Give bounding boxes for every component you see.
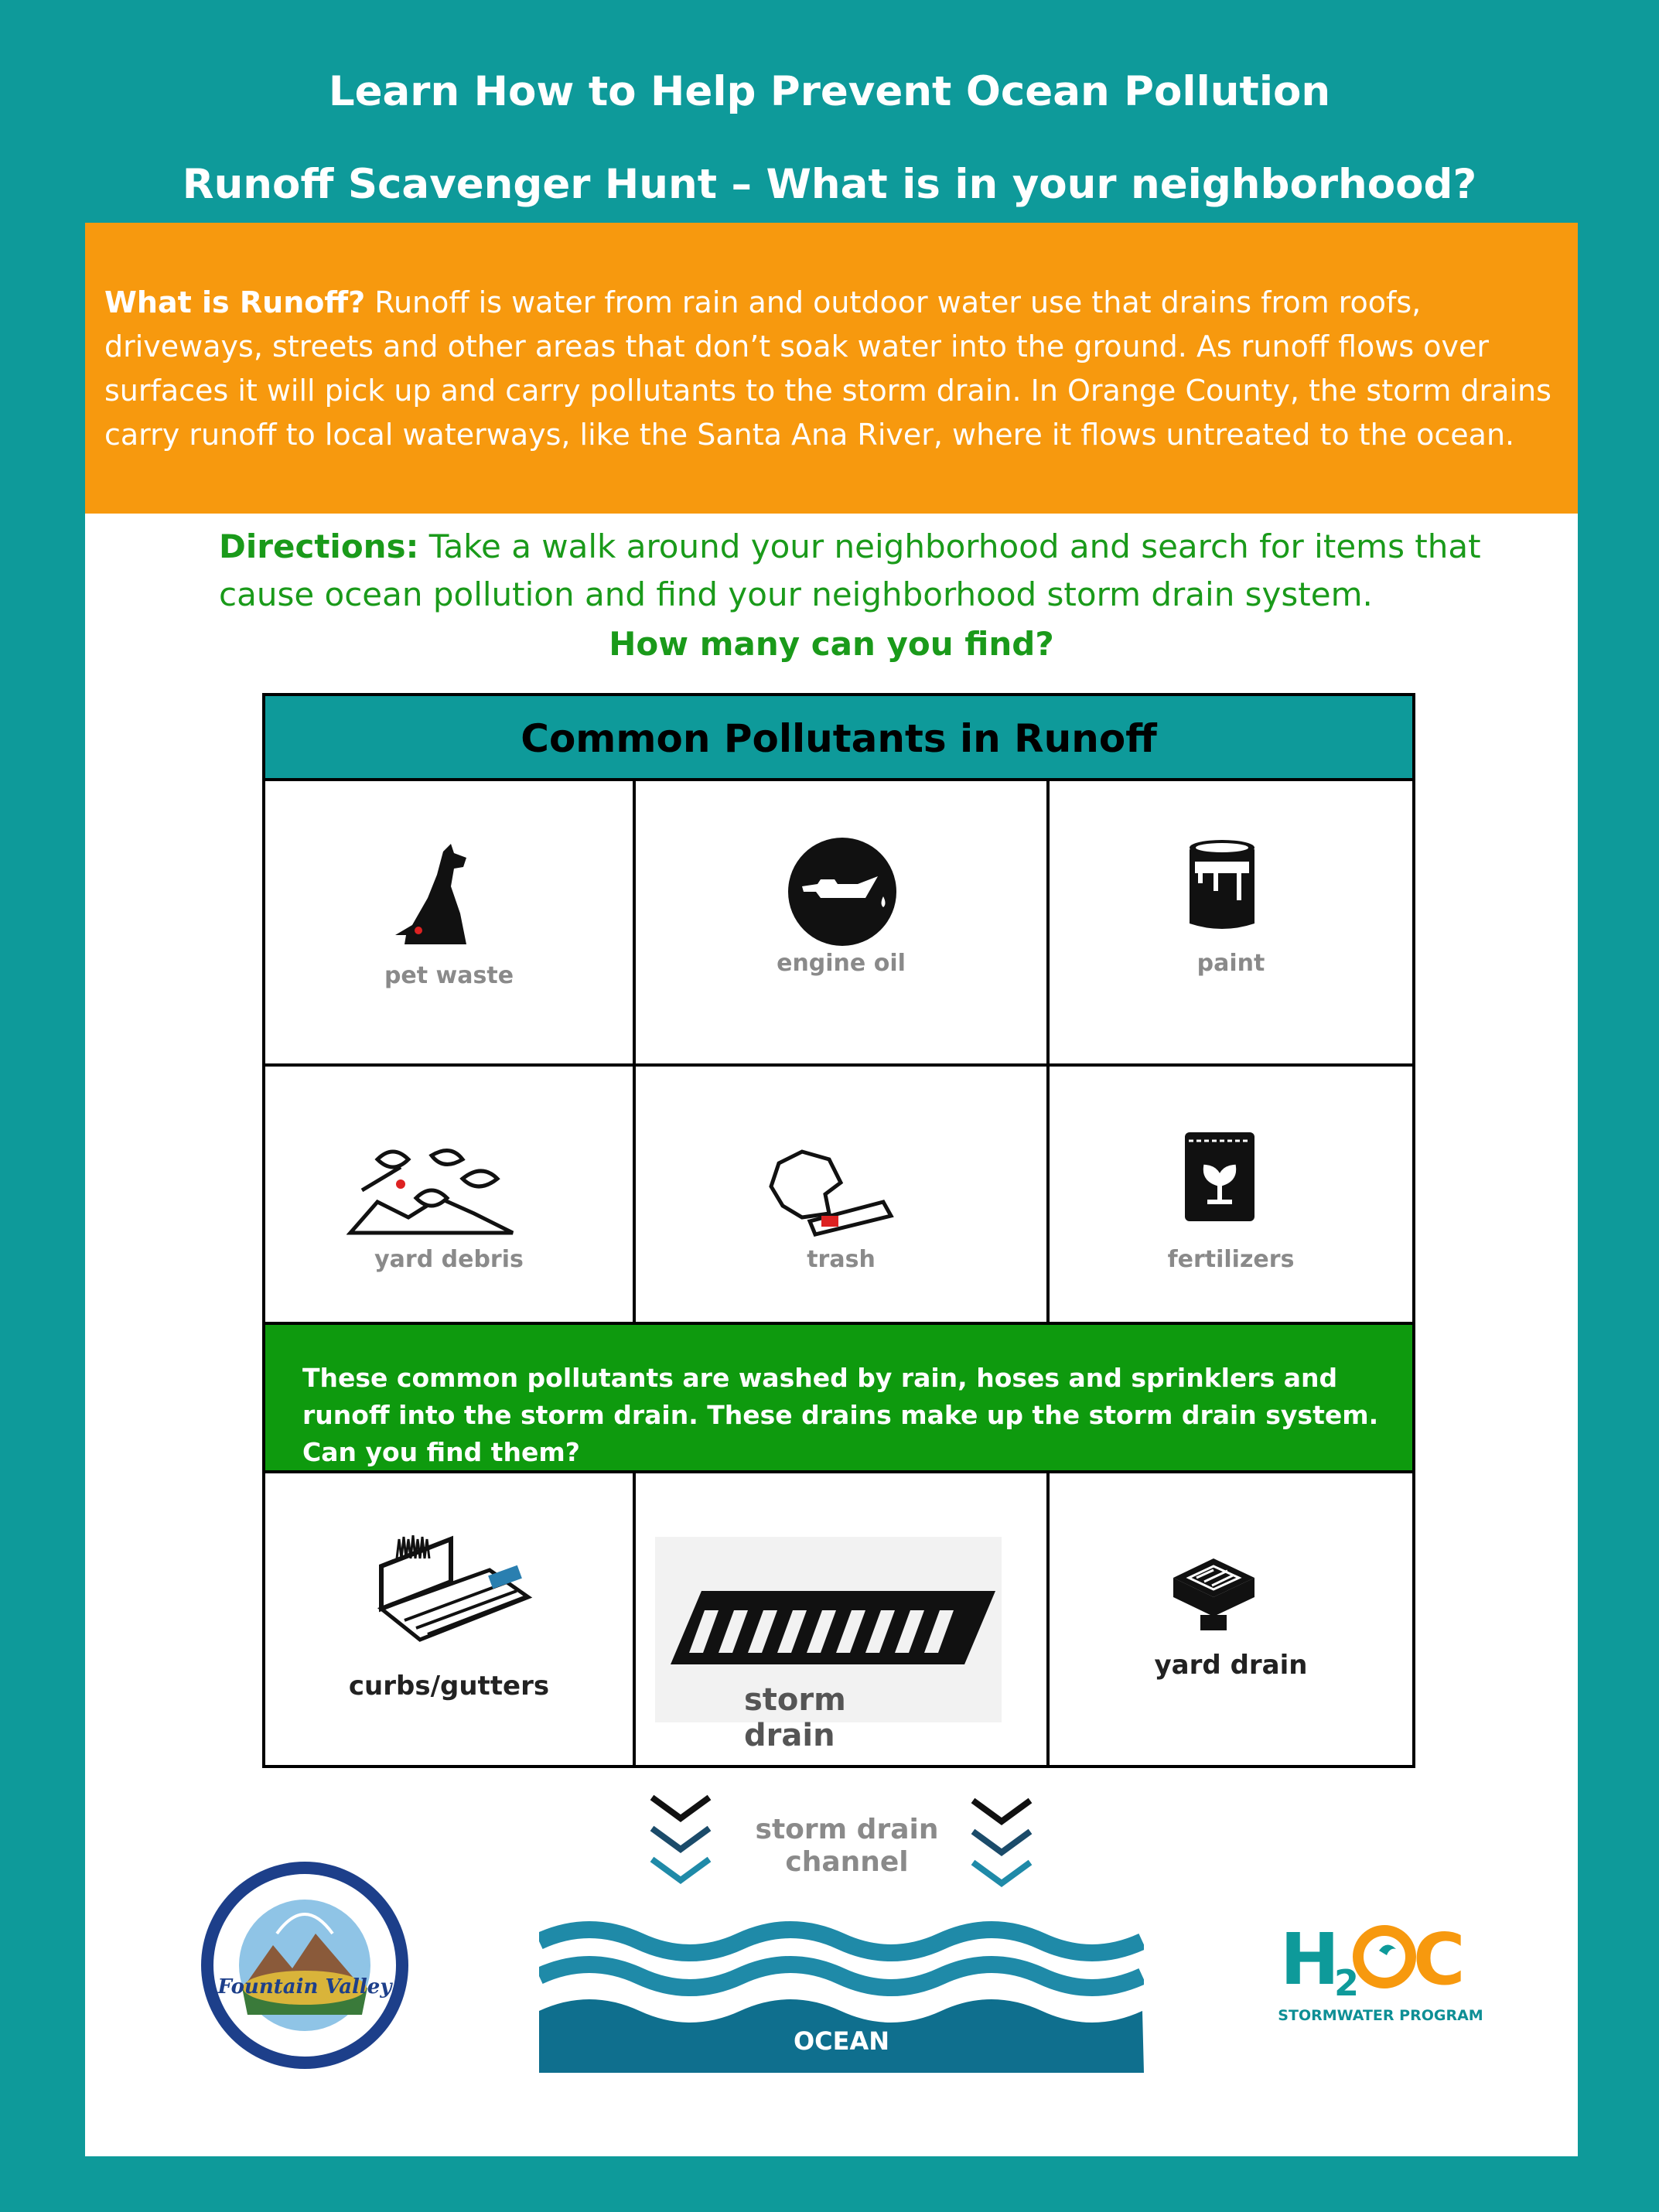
flow-arrows-right-icon	[967, 1794, 1036, 1903]
flow-arrows-left-icon	[646, 1791, 715, 1900]
dog-icon	[389, 844, 497, 952]
cell-label: yard debris	[374, 1246, 524, 1273]
cell-label: paint	[1196, 950, 1265, 977]
pollutants-grid	[262, 693, 1415, 1768]
cell-label: yard drain	[1154, 1650, 1308, 1681]
cell-paint	[1050, 778, 1412, 1067]
fertilizer-bag-icon	[1181, 1128, 1258, 1225]
runoff-body: Runoff is water from rain and outdoor water use that drains from roofs, driveways, streets and other areas that don’t soak water into the ground. As runoff flows over surfaces it will pick up and carry pollutants to the storm drain. In Orange County, the storm drains carry runoff to local waterways, like the Santa Ana River, where it flows untreated to the ocean.	[104, 285, 1551, 452]
leaves-icon	[346, 1144, 517, 1237]
cell-label: storm drain	[744, 1682, 846, 1753]
cell-storm-drain	[636, 1473, 1050, 1768]
runoff-definition-box	[85, 223, 1578, 514]
cell-curbs-gutters	[265, 1473, 636, 1768]
ocean-label: OCEAN	[793, 2026, 890, 2056]
paint-can-icon	[1187, 838, 1257, 931]
page-title: Learn How to Help Prevent Ocean Pollution	[328, 68, 1331, 115]
curb-gutter-icon	[374, 1535, 536, 1647]
cell-trash	[636, 1067, 1050, 1325]
cell-label: curbs/gutters	[348, 1671, 550, 1702]
directions-question: How many can you find?	[609, 625, 1054, 663]
storm-drain-channel-label: storm drain channel	[755, 1814, 939, 1878]
cell-label: fertilizers	[1167, 1246, 1295, 1273]
cell-engine-oil	[636, 778, 1050, 1067]
cell-yard-drain	[1050, 1473, 1412, 1768]
city-seal-logo	[200, 1860, 410, 2070]
svg-text:2: 2	[1334, 1962, 1360, 2003]
directions	[219, 523, 1495, 619]
yard-drain-icon	[1169, 1555, 1258, 1632]
cell-pet-waste	[265, 778, 636, 1067]
cell-label: trash	[807, 1246, 876, 1273]
oil-can-icon	[787, 836, 899, 948]
svg-text:H: H	[1280, 1918, 1340, 2001]
page-subtitle: Runoff Scavenger Hunt – What is in your neighborhood?	[182, 161, 1477, 208]
h2oc-logo	[1280, 1910, 1481, 2003]
svg-text:Fountain Valley: Fountain Valley	[217, 1975, 392, 1999]
svg-text:C: C	[1413, 1918, 1466, 2001]
cell-label: pet waste	[384, 962, 514, 989]
grid-heading: Common Pollutants in Runoff	[265, 696, 1412, 781]
runoff-definition	[104, 281, 1558, 457]
runoff-lead: What is Runoff?	[104, 285, 366, 319]
cell-yard-debris	[265, 1067, 636, 1325]
program-subtitle: STORMWATER PROGRAM	[1278, 2007, 1483, 2024]
cell-fertilizers	[1050, 1067, 1412, 1325]
info-band	[265, 1325, 1412, 1473]
directions-lead: Directions:	[219, 527, 419, 565]
directions-body: Take a walk around your neighborhood and search for items that cause ocean pollution and find your neighborhood storm drain system.	[219, 527, 1481, 613]
trash-icon	[767, 1148, 899, 1237]
cell-label: engine oil	[777, 950, 906, 977]
info-band-text: These common pollutants are washed by rain, hoses and sprinklers and runoff into the storm drain. These drains make up the storm drain system. Can you find them?	[302, 1363, 1379, 1467]
